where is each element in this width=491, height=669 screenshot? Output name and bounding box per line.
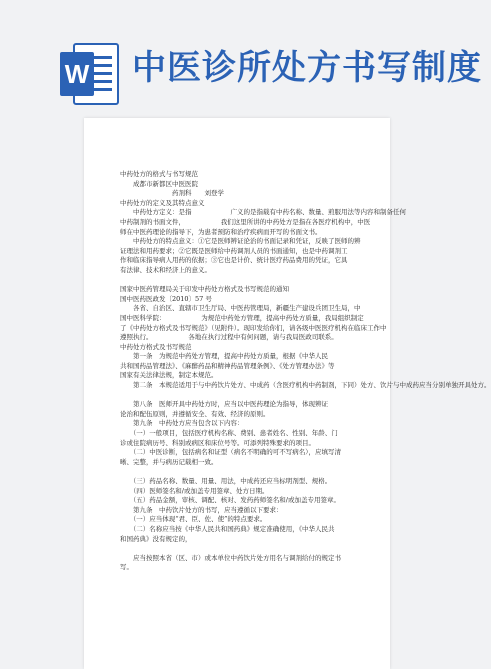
- document-line: 成都市新都区中医医院: [120, 179, 198, 188]
- document-line: 中药处方的定义及其特点意义: [120, 198, 205, 207]
- document-line: 国家有关法律法规，制定本规范。: [120, 371, 218, 380]
- document-line: （一）一般项目，包括医疗机构名称、费别、患者姓名、性别、年龄、门: [120, 429, 338, 438]
- document-line: 应当按照本省（区、市）或本单位中药饮片处方用名与调剂给付的规定书: [120, 553, 341, 562]
- document-line: 第九条 中药处方应当包含以下内容：: [120, 419, 244, 428]
- document-line: 师在中医药理论的指导下，为患者预防和治疗疾病而开写的书面文书。: [120, 227, 322, 236]
- paragraph-gap: [120, 544, 362, 554]
- document-line: 证理法和用药要求；②它既是医师给中药调剂人员的书面通知，也是中药调剂工: [120, 246, 348, 255]
- document-line: 国中医药医政发〔2010〕57 号: [120, 294, 212, 303]
- document-line: 第八条 医师开具中药处方时，应当以中医药理论为指导，体现辨证: [120, 400, 328, 409]
- document-line: 写。: [120, 563, 133, 572]
- document-line: 诊或住院病历号、科别或病区和床位号等。可添列特殊要求的项目。: [120, 438, 315, 447]
- word-icon-letter: W: [64, 59, 90, 89]
- document-line: 中药制剂的书面文件， 我们这里所讲的中药处方是指在各医疗机构中，中医: [120, 217, 371, 226]
- paragraph-gap: [120, 276, 362, 286]
- document-line: （二）中医诊断，包括病名和证型（病名不明确的可不写病名），应填写清: [120, 448, 341, 457]
- document-line: 国中医科学院： 为规范中药处方管理，提高中药处方质量，我局组织制定: [120, 313, 364, 322]
- document-line: 论治和配伍原则，并遵循安全、有效、经济的原则。: [120, 409, 270, 418]
- document-line: 遵照执行。 各地在执行过程中有何问题，请与我局医政司联系。: [120, 333, 338, 342]
- document-line: 第一条 为规范中药处方管理，提高中药处方质量，根据《中华人民: [120, 352, 328, 361]
- document-line: （一）应当体现“君、臣、佐、使”的特点要求。: [120, 515, 267, 524]
- document-line: 国家中医药管理局关于印发中药处方格式及书写规范的通知: [120, 285, 289, 294]
- title-banner: [0, 0, 482, 118]
- paragraph-gap: [120, 467, 362, 477]
- document-line: （三）药品名称、数量、用量、用法，中成药还应当标明剂型、规格。: [120, 477, 332, 485]
- document-line: 晰、完整，并与病历记载相一致。: [120, 457, 218, 466]
- document-line: 共和国药品管理法》、《麻醉药品和精神药品管理条例》、《处方管理办法》等: [120, 361, 335, 370]
- document-line: 和国药典》没有规定的，: [120, 534, 192, 543]
- document-line: 药剂科 刘登学: [120, 189, 224, 198]
- document-line: 作和临床指导病人用药的依据；③它也是计价、统计医疗药品费用的凭证，它具: [120, 256, 348, 265]
- document-line: 中药处方格式及书写规范: [120, 342, 192, 351]
- document-line: 有法律、技术和经济上的意义。: [120, 265, 211, 274]
- document-body: [120, 170, 491, 573]
- document-line: 中药处方定义：是指 广义的是指载有中药名称、数量、煎服用法等内容和制备任何: [120, 208, 406, 217]
- document-line: 第九条 中药饮片处方的书写，应当遵循以下要求：: [120, 505, 283, 514]
- document-line: 了《中药处方格式及书写规范》（见附件）。现印发给你们，请各级中医医疗机构在临床工作中: [120, 323, 387, 332]
- word-document-icon: [60, 42, 120, 106]
- document-line: 中药处方的特点意义：①它是医师辨证论治的书面记录和凭证，反映了医师的辨: [120, 237, 361, 246]
- document-line: 各省、自治区、直辖市卫生厅局、中医药管理局，新疆生产建设兵团卫生局，中: [120, 304, 361, 313]
- document-line: （五）药品金额，审核、调配、核对、发药药师签名和/或加盖专用签章。: [120, 496, 340, 505]
- paragraph-gap: [120, 391, 362, 401]
- document-page: [84, 118, 491, 669]
- document-line: （二）名称应当按《中华人民共和国药典》规定准确使用，《中华人民共: [120, 524, 335, 533]
- document-line: 第二条 本规范适用于与中药饮片处方、中成药（含医疗机构中药制剂，下同）处方、饮片与中成药应当分别单独开具处方。: [120, 381, 491, 390]
- banner-title: 中医诊所处方书写制度: [132, 48, 482, 88]
- document-line: （四）医师签名和/或加盖专用签章、处方日期。: [120, 486, 269, 495]
- document-line: 中药处方的格式与书写规范: [120, 170, 198, 178]
